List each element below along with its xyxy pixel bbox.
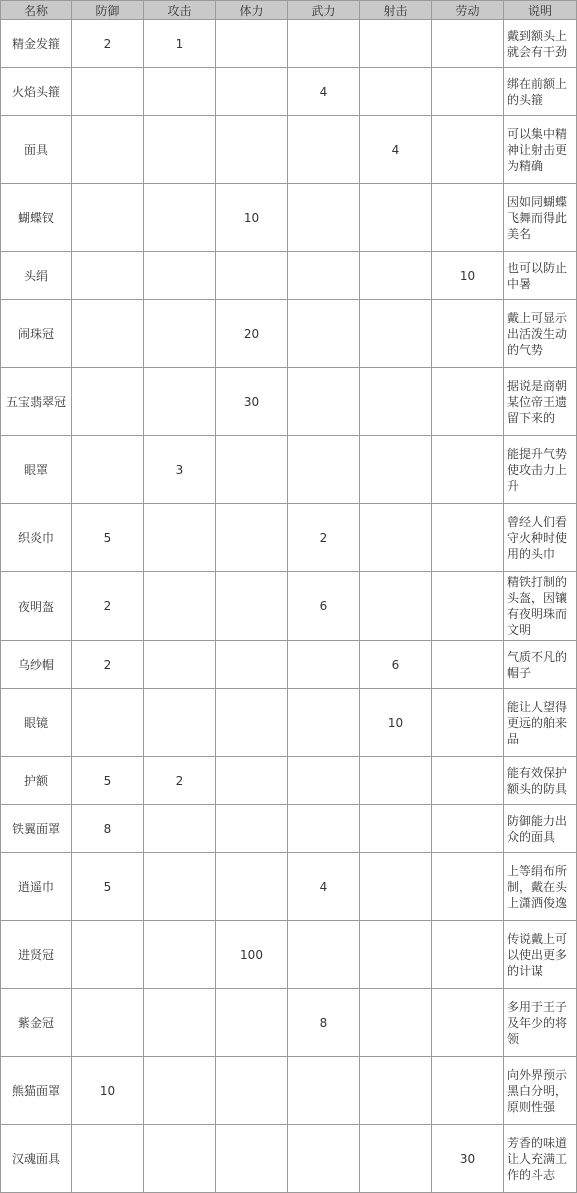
stat-labor xyxy=(432,689,504,757)
item-name: 五宝翡翠冠 xyxy=(1,368,72,436)
stat-labor xyxy=(432,921,504,989)
header-name: 名称 xyxy=(1,1,72,20)
item-name: 熊猫面罩 xyxy=(1,1057,72,1125)
item-description: 绑在前额上的头箍 xyxy=(504,68,577,116)
item-description: 因如同蝴蝶飞舞而得此美名 xyxy=(504,184,577,252)
item-name: 眼镜 xyxy=(1,689,72,757)
item-name: 汉魂面具 xyxy=(1,1125,72,1193)
stat-attack xyxy=(144,641,216,689)
stat-force: 2 xyxy=(288,504,360,572)
stat-attack xyxy=(144,1057,216,1125)
stat-defense xyxy=(72,989,144,1057)
stat-force xyxy=(288,641,360,689)
stat-stamina xyxy=(216,20,288,68)
table-row xyxy=(1,921,577,989)
stat-shooting xyxy=(360,989,432,1057)
stat-stamina xyxy=(216,504,288,572)
stat-force xyxy=(288,757,360,805)
header-row xyxy=(1,1,577,20)
item-description: 上等绢布所制，戴在头上潇洒俊逸 xyxy=(504,853,577,921)
item-name: 夜明盔 xyxy=(1,572,72,641)
stat-defense: 2 xyxy=(72,641,144,689)
item-name: 铁翼面罩 xyxy=(1,805,72,853)
item-name: 面具 xyxy=(1,116,72,184)
table-row xyxy=(1,1057,577,1125)
table-row xyxy=(1,572,577,641)
stat-force: 4 xyxy=(288,853,360,921)
table-row xyxy=(1,184,577,252)
stat-attack xyxy=(144,572,216,641)
table-row xyxy=(1,116,577,184)
item-description: 可以集中精神让射击更为精确 xyxy=(504,116,577,184)
stat-labor xyxy=(432,989,504,1057)
stat-defense xyxy=(72,1125,144,1193)
stat-shooting xyxy=(360,805,432,853)
stat-stamina xyxy=(216,689,288,757)
stat-shooting xyxy=(360,921,432,989)
stat-force xyxy=(288,368,360,436)
stat-defense: 2 xyxy=(72,572,144,641)
stat-attack: 1 xyxy=(144,20,216,68)
item-name: 进贤冠 xyxy=(1,921,72,989)
stat-defense xyxy=(72,300,144,368)
table-row xyxy=(1,757,577,805)
stat-stamina xyxy=(216,641,288,689)
table-row xyxy=(1,368,577,436)
stat-shooting: 10 xyxy=(360,689,432,757)
item-description: 能让人望得更远的舶来品 xyxy=(504,689,577,757)
item-name: 头绢 xyxy=(1,252,72,300)
table-row xyxy=(1,436,577,504)
table-row xyxy=(1,689,577,757)
item-description: 防御能力出众的面具 xyxy=(504,805,577,853)
stat-force xyxy=(288,116,360,184)
stat-force xyxy=(288,252,360,300)
stat-labor xyxy=(432,184,504,252)
stat-shooting xyxy=(360,757,432,805)
stat-shooting xyxy=(360,300,432,368)
stat-attack xyxy=(144,805,216,853)
header-shooting: 射击 xyxy=(360,1,432,20)
stat-force: 8 xyxy=(288,989,360,1057)
stat-force: 4 xyxy=(288,68,360,116)
item-name: 乌纱帽 xyxy=(1,641,72,689)
table-row xyxy=(1,504,577,572)
stat-labor xyxy=(432,805,504,853)
stat-attack xyxy=(144,504,216,572)
item-name: 精金发箍 xyxy=(1,20,72,68)
stat-labor xyxy=(432,757,504,805)
table-row xyxy=(1,805,577,853)
stat-defense xyxy=(72,68,144,116)
table-row xyxy=(1,68,577,116)
stat-defense xyxy=(72,436,144,504)
item-name: 闹珠冠 xyxy=(1,300,72,368)
stat-stamina xyxy=(216,68,288,116)
item-description: 多用于王子及年少的将领 xyxy=(504,989,577,1057)
stat-defense: 2 xyxy=(72,20,144,68)
stat-defense xyxy=(72,921,144,989)
header-force: 武力 xyxy=(288,1,360,20)
stat-force xyxy=(288,184,360,252)
item-description: 戴到额头上就会有干劲 xyxy=(504,20,577,68)
table-row xyxy=(1,989,577,1057)
stat-stamina xyxy=(216,116,288,184)
table-row xyxy=(1,252,577,300)
item-name: 织炎巾 xyxy=(1,504,72,572)
stat-shooting xyxy=(360,252,432,300)
stat-force xyxy=(288,20,360,68)
stat-attack xyxy=(144,921,216,989)
stat-attack xyxy=(144,68,216,116)
item-description: 也可以防止中暑 xyxy=(504,252,577,300)
stat-attack xyxy=(144,853,216,921)
stat-labor xyxy=(432,853,504,921)
stat-shooting xyxy=(360,184,432,252)
stat-shooting xyxy=(360,1057,432,1125)
stat-defense xyxy=(72,252,144,300)
stat-stamina xyxy=(216,572,288,641)
stat-stamina xyxy=(216,805,288,853)
stat-shooting xyxy=(360,68,432,116)
stat-labor xyxy=(432,504,504,572)
stat-labor xyxy=(432,368,504,436)
table-row xyxy=(1,300,577,368)
item-description: 戴上可显示出活泼生动的气势 xyxy=(504,300,577,368)
stat-force xyxy=(288,1125,360,1193)
table-row xyxy=(1,853,577,921)
stat-labor xyxy=(432,116,504,184)
item-description: 能提升气势使攻击力上升 xyxy=(504,436,577,504)
stat-attack xyxy=(144,989,216,1057)
stat-stamina xyxy=(216,436,288,504)
stat-stamina xyxy=(216,252,288,300)
stat-shooting xyxy=(360,853,432,921)
stat-stamina xyxy=(216,853,288,921)
stat-defense: 5 xyxy=(72,757,144,805)
stat-force xyxy=(288,805,360,853)
item-name: 紫金冠 xyxy=(1,989,72,1057)
stat-attack: 2 xyxy=(144,757,216,805)
header-attack: 攻击 xyxy=(144,1,216,20)
table-row xyxy=(1,1125,577,1193)
item-description: 精铁打制的头盔，因镶有夜明珠而文明 xyxy=(504,572,577,641)
stat-stamina xyxy=(216,1125,288,1193)
stat-defense: 5 xyxy=(72,504,144,572)
item-name: 逍遥巾 xyxy=(1,853,72,921)
stat-force xyxy=(288,300,360,368)
stat-shooting xyxy=(360,368,432,436)
item-name: 护额 xyxy=(1,757,72,805)
stat-defense xyxy=(72,116,144,184)
stat-labor: 30 xyxy=(432,1125,504,1193)
stat-labor: 10 xyxy=(432,252,504,300)
header-stamina: 体力 xyxy=(216,1,288,20)
stat-labor xyxy=(432,20,504,68)
stat-attack xyxy=(144,116,216,184)
stat-labor xyxy=(432,300,504,368)
item-description: 传说戴上可以使出更多的计谋 xyxy=(504,921,577,989)
item-description: 向外界预示黑白分明，原则性强 xyxy=(504,1057,577,1125)
stat-attack xyxy=(144,368,216,436)
stat-force xyxy=(288,921,360,989)
table-row xyxy=(1,20,577,68)
stat-shooting: 4 xyxy=(360,116,432,184)
stat-defense: 8 xyxy=(72,805,144,853)
stat-stamina xyxy=(216,1057,288,1125)
header-description: 说明 xyxy=(504,1,577,20)
header-labor: 劳动 xyxy=(432,1,504,20)
stat-attack xyxy=(144,689,216,757)
stat-defense: 5 xyxy=(72,853,144,921)
stat-stamina: 30 xyxy=(216,368,288,436)
stat-attack xyxy=(144,300,216,368)
stat-shooting xyxy=(360,504,432,572)
item-description: 据说是商朝某位帝王遗留下来的 xyxy=(504,368,577,436)
stat-force: 6 xyxy=(288,572,360,641)
stat-shooting: 6 xyxy=(360,641,432,689)
stat-defense: 10 xyxy=(72,1057,144,1125)
stat-defense xyxy=(72,184,144,252)
stat-attack xyxy=(144,252,216,300)
stat-shooting xyxy=(360,1125,432,1193)
stat-labor xyxy=(432,641,504,689)
stat-force xyxy=(288,689,360,757)
header-defense: 防御 xyxy=(72,1,144,20)
stat-stamina xyxy=(216,757,288,805)
stat-attack xyxy=(144,184,216,252)
stat-stamina: 20 xyxy=(216,300,288,368)
stat-labor xyxy=(432,572,504,641)
stat-labor xyxy=(432,436,504,504)
stat-stamina xyxy=(216,989,288,1057)
stat-force xyxy=(288,1057,360,1125)
stat-labor xyxy=(432,68,504,116)
item-name: 蝴蝶钗 xyxy=(1,184,72,252)
stat-labor xyxy=(432,1057,504,1125)
stat-attack: 3 xyxy=(144,436,216,504)
item-name: 眼罩 xyxy=(1,436,72,504)
item-description: 芳香的味道让人充满工作的斗志 xyxy=(504,1125,577,1193)
stat-force xyxy=(288,436,360,504)
stat-shooting xyxy=(360,572,432,641)
table-row xyxy=(1,641,577,689)
stat-shooting xyxy=(360,436,432,504)
item-description: 曾经人们看守火种时使用的头巾 xyxy=(504,504,577,572)
item-description: 能有效保护额头的防具 xyxy=(504,757,577,805)
stat-stamina: 10 xyxy=(216,184,288,252)
stat-attack xyxy=(144,1125,216,1193)
stat-defense xyxy=(72,368,144,436)
item-name: 火焰头箍 xyxy=(1,68,72,116)
stat-defense xyxy=(72,689,144,757)
stat-shooting xyxy=(360,20,432,68)
item-description: 气质不凡的帽子 xyxy=(504,641,577,689)
stat-stamina: 100 xyxy=(216,921,288,989)
